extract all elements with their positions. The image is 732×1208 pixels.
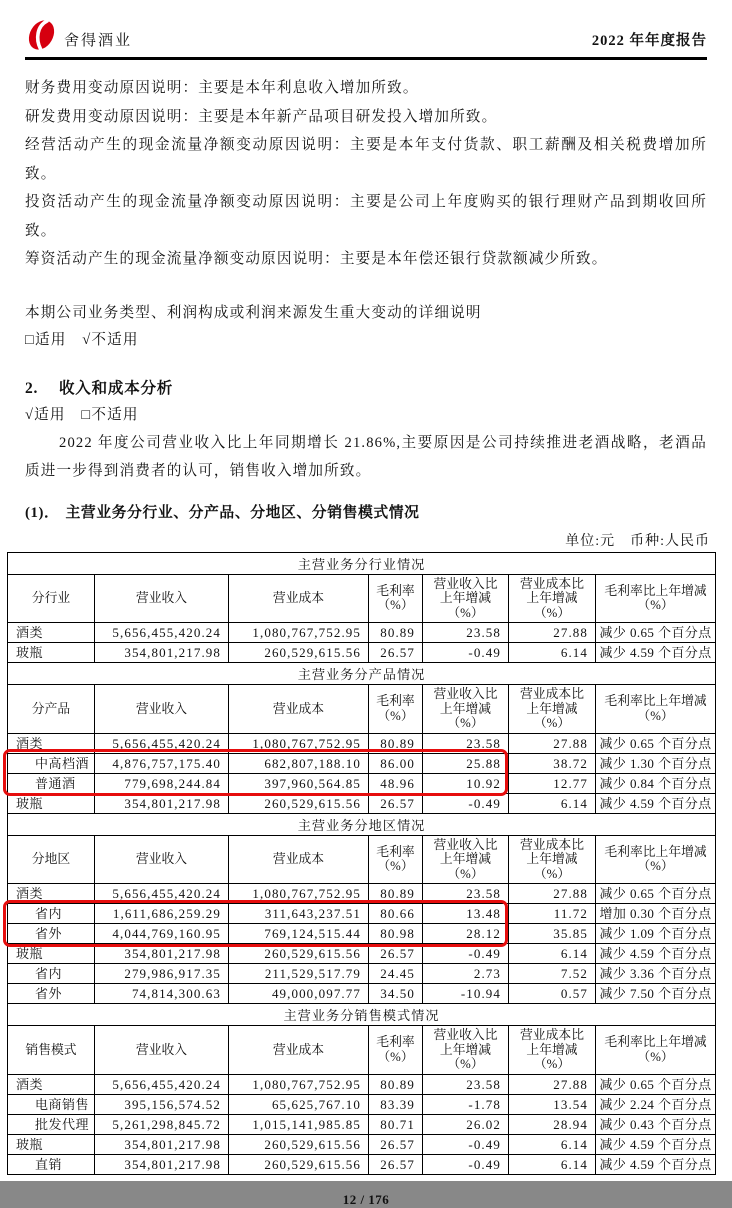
cell-value: 279,986,917.35 xyxy=(95,964,229,984)
cell-value: 354,801,217.98 xyxy=(95,944,229,964)
cell-value: 65,625,767.10 xyxy=(229,1094,369,1114)
cell-value: 减少 0.65 个百分点 xyxy=(596,733,716,753)
column-header: 毛利率比上年增减 （%） xyxy=(596,685,716,734)
row-label: 普通酒 xyxy=(8,773,95,793)
cell-value: -0.49 xyxy=(423,793,509,813)
cell-value: 86.00 xyxy=(369,753,423,773)
row-label: 玻瓶 xyxy=(8,643,95,663)
reason-paragraphs xyxy=(25,74,707,274)
paragraph-financing-cashflow: 筹资活动产生的现金流量净额变动原因说明：主要是本年偿还银行贷款额减少所致。 xyxy=(25,251,608,267)
cell-value: 减少 4.59 个百分点 xyxy=(596,643,716,663)
cell-value: 260,529,615.56 xyxy=(229,643,369,663)
row-label: 酒类 xyxy=(8,733,95,753)
cell-value: 0.57 xyxy=(509,984,596,1004)
cell-value: 26.57 xyxy=(369,1134,423,1154)
cell-value: -0.49 xyxy=(423,643,509,663)
row-label: 直销 xyxy=(8,1154,95,1174)
table-row xyxy=(8,884,716,904)
column-header: 营业成本 xyxy=(229,685,369,734)
table-row xyxy=(8,773,716,793)
table-row xyxy=(8,733,716,753)
table-row xyxy=(8,924,716,944)
row-label: 酒类 xyxy=(8,1074,95,1094)
column-header: 分产品 xyxy=(8,685,95,734)
column-header: 营业成本比 上年增减 （%） xyxy=(509,1026,596,1075)
cell-value: 减少 4.59 个百分点 xyxy=(596,1134,716,1154)
main-table xyxy=(7,552,716,1175)
table-row xyxy=(8,1094,716,1114)
cell-value: 减少 4.59 个百分点 xyxy=(596,793,716,813)
cell-value: 80.89 xyxy=(369,623,423,643)
cell-value: 354,801,217.98 xyxy=(95,1154,229,1174)
brand xyxy=(25,15,132,51)
cell-value: 6.14 xyxy=(509,1154,596,1174)
cell-value: 26.02 xyxy=(423,1114,509,1134)
cell-value: 11.72 xyxy=(509,904,596,924)
column-header: 毛利率 （%） xyxy=(369,574,423,623)
column-header: 营业成本比 上年增减 （%） xyxy=(509,835,596,884)
cell-value: 80.89 xyxy=(369,733,423,753)
cell-value: 减少 2.24 个百分点 xyxy=(596,1094,716,1114)
shede-logo-icon xyxy=(25,15,58,53)
cell-value: 25.88 xyxy=(423,753,509,773)
cell-value: 260,529,615.56 xyxy=(229,793,369,813)
document-header xyxy=(25,0,707,60)
cell-value: 23.58 xyxy=(423,623,509,643)
report-title: 2022 年年度报告 xyxy=(591,33,707,49)
column-header: 营业收入 xyxy=(95,835,229,884)
section-title: 收入和成本分析 xyxy=(59,379,174,397)
cell-value: 6.14 xyxy=(509,1134,596,1154)
table-row xyxy=(8,984,716,1004)
row-label: 批发代理 xyxy=(8,1114,95,1134)
table-section-title: 主营业务分行业情况 xyxy=(8,552,716,574)
paragraph-rd-expense: 研发费用变动原因说明：主要是本年新产品项目研发投入增加所致。 xyxy=(25,108,498,125)
cell-value: 80.71 xyxy=(369,1114,423,1134)
table-row xyxy=(8,1134,716,1154)
table-section-title: 主营业务分产品情况 xyxy=(8,663,716,685)
subsection-title: 主营业务分行业、分产品、分地区、分销售模式情况 xyxy=(65,504,420,521)
table-section-title-row xyxy=(8,1004,716,1026)
row-label: 酒类 xyxy=(8,623,95,643)
cell-value: 397,960,564.85 xyxy=(229,773,369,793)
major-change-note-title: 本期公司业务类型、利润构成或利润来源发生重大变动的详细说明 xyxy=(25,304,482,321)
cell-value: 1,080,767,752.95 xyxy=(229,1074,369,1094)
row-label: 省外 xyxy=(8,924,95,944)
cell-value: 211,529,517.79 xyxy=(229,964,369,984)
cell-value: 1,080,767,752.95 xyxy=(229,733,369,753)
cell-value: 354,801,217.98 xyxy=(95,1134,229,1154)
cell-value: 减少 1.30 个百分点 xyxy=(596,753,716,773)
column-header: 营业成本 xyxy=(229,574,369,623)
paragraph-investing-cashflow: 投资活动产生的现金流量净额变动原因说明：主要是公司上年度购买的银行理财产品到期收回所致。 xyxy=(25,194,707,239)
table-row xyxy=(8,793,716,813)
table-row xyxy=(8,964,716,984)
row-label: 省内 xyxy=(8,904,95,924)
table-row xyxy=(8,753,716,773)
cell-value: 27.88 xyxy=(509,623,596,643)
cell-value: 74,814,300.63 xyxy=(95,984,229,1004)
section-number: 2. xyxy=(25,379,39,397)
cell-value: 12.77 xyxy=(509,773,596,793)
cell-value: 35.85 xyxy=(509,924,596,944)
cell-value: 减少 3.36 个百分点 xyxy=(596,964,716,984)
table-wrapper xyxy=(7,552,715,1175)
cell-value: -0.49 xyxy=(423,1134,509,1154)
row-label: 中高档酒 xyxy=(8,753,95,773)
column-header: 营业收入 xyxy=(95,574,229,623)
table-row xyxy=(8,1154,716,1174)
unit-currency-note: 单位:元 币种:人民币 xyxy=(565,533,710,549)
table-section-title-row xyxy=(8,813,716,835)
cell-value: 311,643,237.51 xyxy=(229,904,369,924)
cell-value: 6.14 xyxy=(509,944,596,964)
cell-value: -0.49 xyxy=(423,944,509,964)
cell-value: 24.45 xyxy=(369,964,423,984)
cell-value: 7.52 xyxy=(509,964,596,984)
column-header: 毛利率 （%） xyxy=(369,1026,423,1075)
cell-value: 减少 0.65 个百分点 xyxy=(596,1074,716,1094)
table-header-row xyxy=(8,685,716,734)
cell-value: 80.98 xyxy=(369,924,423,944)
cell-value: -0.49 xyxy=(423,1154,509,1174)
cell-value: 10.92 xyxy=(423,773,509,793)
cell-value: 5,261,298,845.72 xyxy=(95,1114,229,1134)
cell-value: 减少 0.84 个百分点 xyxy=(596,773,716,793)
subsection-heading xyxy=(25,500,707,526)
cell-value: 28.12 xyxy=(423,924,509,944)
main-table-body xyxy=(8,552,716,1174)
column-header: 销售模式 xyxy=(8,1026,95,1075)
section-heading-revenue-cost xyxy=(25,376,707,402)
cell-value: 4,044,769,160.95 xyxy=(95,924,229,944)
column-header: 营业成本 xyxy=(229,1026,369,1075)
column-header: 分地区 xyxy=(8,835,95,884)
column-header: 毛利率比上年增减 （%） xyxy=(596,835,716,884)
column-header: 毛利率 （%） xyxy=(369,835,423,884)
column-header: 营业收入比 上年增减 （%） xyxy=(423,574,509,623)
cell-value: 395,156,574.52 xyxy=(95,1094,229,1114)
cell-value: 减少 0.65 个百分点 xyxy=(596,884,716,904)
column-header: 营业成本比 上年增减 （%） xyxy=(509,574,596,623)
cell-value: 5,656,455,420.24 xyxy=(95,1074,229,1094)
content-area xyxy=(25,74,707,526)
table-header-row xyxy=(8,835,716,884)
table-row xyxy=(8,904,716,924)
table-section-title: 主营业务分销售模式情况 xyxy=(8,1004,716,1026)
row-label: 省内 xyxy=(8,964,95,984)
cell-value: 769,124,515.44 xyxy=(229,924,369,944)
cell-value: 5,656,455,420.24 xyxy=(95,884,229,904)
company-name: 舍得酒业 xyxy=(64,33,133,49)
cell-value: 1,015,141,985.85 xyxy=(229,1114,369,1134)
cell-value: 减少 4.59 个百分点 xyxy=(596,944,716,964)
column-header: 营业成本 xyxy=(229,835,369,884)
column-header: 营业收入比 上年增减 （%） xyxy=(423,1026,509,1075)
column-header: 营业收入 xyxy=(95,1026,229,1075)
table-header-row xyxy=(8,574,716,623)
cell-value: 27.88 xyxy=(509,733,596,753)
cell-value: 23.58 xyxy=(423,884,509,904)
column-header: 营业收入比 上年增减 （%） xyxy=(423,835,509,884)
cell-value: 1,080,767,752.95 xyxy=(229,623,369,643)
page-number: 12 / 176 xyxy=(342,1191,390,1207)
cell-value: 减少 4.59 个百分点 xyxy=(596,1154,716,1174)
cell-value: 83.39 xyxy=(369,1094,423,1114)
cell-value: 49,000,097.77 xyxy=(229,984,369,1004)
cell-value: 779,698,244.84 xyxy=(95,773,229,793)
cell-value: 28.94 xyxy=(509,1114,596,1134)
row-label: 省外 xyxy=(8,984,95,1004)
column-header: 毛利率比上年增减 （%） xyxy=(596,1026,716,1075)
applicability-line-1: □适用 √不适用 xyxy=(25,331,139,348)
cell-value: 80.89 xyxy=(369,884,423,904)
cell-value: 13.48 xyxy=(423,904,509,924)
revenue-growth-paragraph: 2022 年度公司营业收入比上年同期增长 21.86%,主要原因是公司持续推进老酒战略，老酒品质进一步得到消费者的认可，销售收入增加所致。 xyxy=(25,434,707,479)
column-header: 营业成本比 上年增减 （%） xyxy=(509,685,596,734)
cell-value: 4,876,757,175.40 xyxy=(95,753,229,773)
row-label: 电商销售 xyxy=(8,1094,95,1114)
table-section-title: 主营业务分地区情况 xyxy=(8,813,716,835)
cell-value: 26.57 xyxy=(369,1154,423,1174)
column-header: 营业收入 xyxy=(95,685,229,734)
cell-value: 260,529,615.56 xyxy=(229,944,369,964)
table-row xyxy=(8,643,716,663)
cell-value: 80.66 xyxy=(369,904,423,924)
table-section-title-row xyxy=(8,552,716,574)
cell-value: 80.89 xyxy=(369,1074,423,1094)
table-row xyxy=(8,944,716,964)
table-header-row xyxy=(8,1026,716,1075)
cell-value: -1.78 xyxy=(423,1094,509,1114)
cell-value: 354,801,217.98 xyxy=(95,643,229,663)
column-header: 分行业 xyxy=(8,574,95,623)
table-row xyxy=(8,623,716,643)
cell-value: 354,801,217.98 xyxy=(95,793,229,813)
cell-value: 26.57 xyxy=(369,793,423,813)
cell-value: 27.88 xyxy=(509,884,596,904)
cell-value: 减少 1.09 个百分点 xyxy=(596,924,716,944)
row-label: 玻瓶 xyxy=(8,1134,95,1154)
row-label: 玻瓶 xyxy=(8,793,95,813)
applicability-line-2: √适用 □不适用 xyxy=(25,406,139,423)
cell-value: -10.94 xyxy=(423,984,509,1004)
subsection-number: (1)． xyxy=(25,504,60,521)
cell-value: 6.14 xyxy=(509,643,596,663)
cell-value: 682,807,188.10 xyxy=(229,753,369,773)
cell-value: 26.57 xyxy=(369,944,423,964)
row-label: 玻瓶 xyxy=(8,944,95,964)
cell-value: 260,529,615.56 xyxy=(229,1154,369,1174)
cell-value: 减少 0.43 个百分点 xyxy=(596,1114,716,1134)
cell-value: 减少 0.65 个百分点 xyxy=(596,623,716,643)
cell-value: 38.72 xyxy=(509,753,596,773)
cell-value: 2.73 xyxy=(423,964,509,984)
table-section-title-row xyxy=(8,663,716,685)
cell-value: 1,611,686,259.29 xyxy=(95,904,229,924)
paragraph-operating-cashflow: 经营活动产生的现金流量净额变动原因说明：主要是本年支付货款、职工薪酬及相关税费增加所致。 xyxy=(25,137,707,182)
cell-value: 5,656,455,420.24 xyxy=(95,623,229,643)
column-header: 毛利率比上年增减 （%） xyxy=(596,574,716,623)
cell-value: 减少 7.50 个百分点 xyxy=(596,984,716,1004)
cell-value: 27.88 xyxy=(509,1074,596,1094)
table-row xyxy=(8,1114,716,1134)
cell-value: 13.54 xyxy=(509,1094,596,1114)
cell-value: 34.50 xyxy=(369,984,423,1004)
cell-value: 260,529,615.56 xyxy=(229,1134,369,1154)
cell-value: 1,080,767,752.95 xyxy=(229,884,369,904)
cell-value: 26.57 xyxy=(369,643,423,663)
column-header: 营业收入比 上年增减 （%） xyxy=(423,685,509,734)
cell-value: 23.58 xyxy=(423,1074,509,1094)
paragraph-finance-expense: 财务费用变动原因说明：主要是本年利息收入增加所致。 xyxy=(25,80,419,96)
cell-value: 6.14 xyxy=(509,793,596,813)
cell-value: 48.96 xyxy=(369,773,423,793)
cell-value: 增加 0.30 个百分点 xyxy=(596,904,716,924)
column-header: 毛利率 （%） xyxy=(369,685,423,734)
cell-value: 23.58 xyxy=(423,733,509,753)
table-row xyxy=(8,1074,716,1094)
cell-value: 5,656,455,420.24 xyxy=(95,733,229,753)
row-label: 酒类 xyxy=(8,884,95,904)
